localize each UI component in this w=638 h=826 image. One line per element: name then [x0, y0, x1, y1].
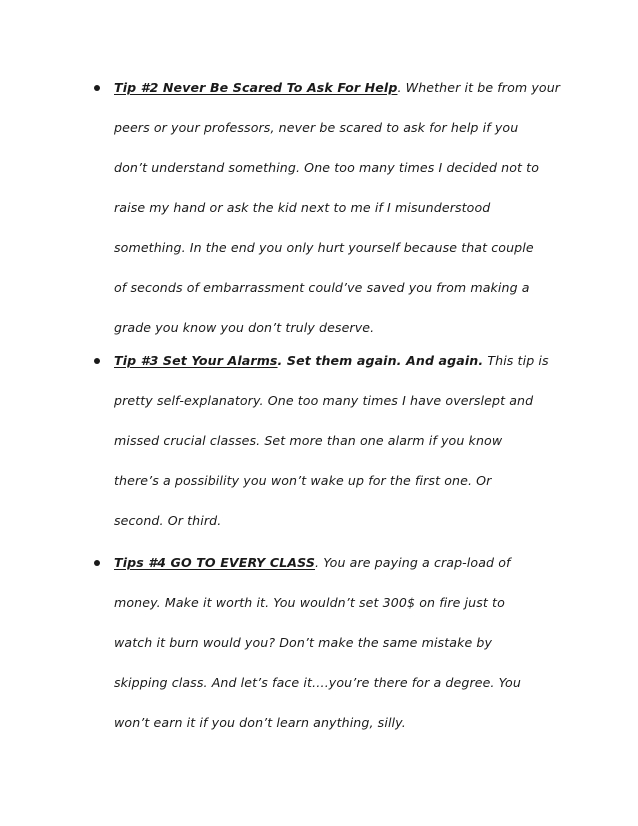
tip-line: of seconds of embarrassment could’ve saved you from making a [114, 280, 530, 295]
tip-heading: Tip #2 Never Be Scared To Ask For Help [114, 80, 398, 95]
tip-line: raise my hand or ask the kid next to me if I misunderstood [114, 200, 491, 215]
tip-heading: Tip #3 Set Your Alarms [114, 353, 278, 368]
tip-line [114, 351, 549, 371]
tip-line: money. Make it worth it. You wouldn’t set 300$ on fire just to [114, 595, 505, 610]
tip-line: peers or your professors, never be scared to ask for help if you [114, 120, 519, 135]
tip-line: don’t understand something. One too many times I decided not to [114, 160, 540, 175]
tip-line: missed crucial classes. Set more than one alarm if you know [114, 433, 503, 448]
tip-line: watch it burn would you? Don’t make the same mistake by [114, 635, 493, 650]
bullet-icon [94, 358, 100, 364]
tip-heading-rest: . Set them again. And again. [277, 353, 484, 368]
tip-text: This tip is [483, 353, 549, 368]
tip-line: skipping class. And let’s face it….you’re there for a degree. You [114, 675, 521, 690]
tip-line: something. In the end you only hurt yourself because that couple [114, 240, 534, 255]
tip-line: won’t earn it if you don’t learn anything, silly. [114, 715, 406, 730]
tip-heading: Tips #4 GO TO EVERY CLASS [114, 555, 316, 570]
bullet-icon [94, 560, 100, 566]
tip-line: there’s a possibility you won’t wake up for the first one. Or [114, 473, 492, 488]
tip-line: grade you know you don’t truly deserve. [114, 320, 375, 335]
bullet-icon [94, 85, 100, 91]
tip-text: . Whether it be from your [397, 80, 561, 95]
tip-line: second. Or third. [114, 513, 222, 528]
tip-text: . You are paying a crap-load of [315, 555, 511, 570]
tip-line [114, 553, 511, 573]
tip-line [114, 78, 560, 98]
tip-line: pretty self-explanatory. One too many times I have overslept and [114, 393, 534, 408]
